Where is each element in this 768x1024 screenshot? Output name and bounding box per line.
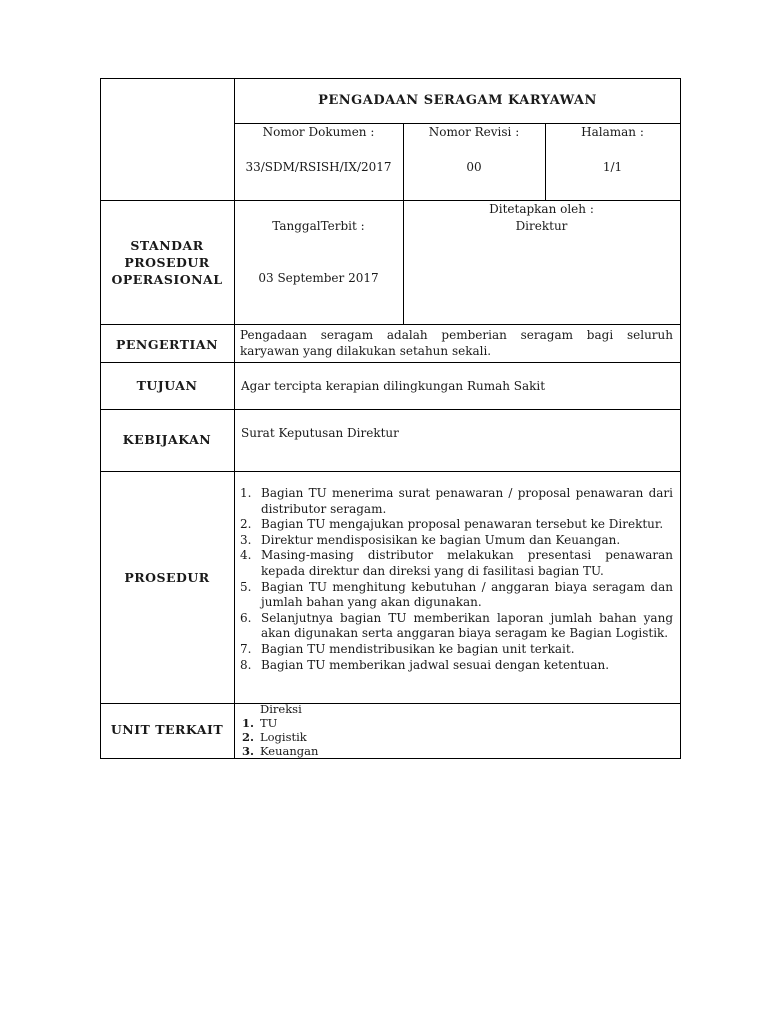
prosedur-label: PROSEDUR: [124, 570, 210, 585]
tujuan-text: Agar tercipta kerapian dilingkungan Rumah Sakit: [241, 379, 546, 393]
table-divider: [100, 471, 681, 472]
pengertian-text: Pengadaan seragam adalah pemberian seragam bagi seluruh karyawan yang dilakukan setahun sekali.: [240, 328, 673, 358]
table-divider: [100, 703, 681, 704]
prosedur-step: 5. Bagian TU menghitung kebutuhan / anggaran biaya seragam dan jumlah bahan yang akan digunakan.: [240, 579, 673, 610]
nomor-dokumen-value: 33/SDM/RSISH/IX/2017: [245, 160, 392, 174]
tanggal-terbit-label: TanggalTerbit :: [272, 219, 365, 233]
prosedur-step: 4. Masing-masing distributor melakukan presentasi penawaran kepada direktur dan direksi yang di fasilitasi bagian TU.: [240, 548, 673, 578]
table-column-divider: [234, 78, 235, 759]
nomor-revisi-label: Nomor Revisi :: [428, 125, 520, 139]
table-divider: [100, 200, 681, 201]
table-divider: [100, 409, 681, 410]
table-border-bottom: [100, 758, 681, 759]
unit-item: Logistik: [260, 730, 307, 744]
sop-label-line3: OPERASIONAL: [111, 272, 223, 287]
kebijakan-text: Surat Keputusan Direktur: [241, 426, 399, 440]
unit-item-number: 1.: [242, 716, 255, 730]
table-border-top: [100, 78, 681, 79]
nomor-dokumen-label: Nomor Dokumen :: [262, 125, 375, 139]
unit-item: Keuangan: [260, 744, 319, 758]
unit-item-number: 2.: [242, 730, 255, 744]
pengertian-label: PENGERTIAN: [116, 337, 218, 352]
tujuan-label: TUJUAN: [136, 378, 198, 393]
ditetapkan-value: Direktur: [515, 219, 568, 233]
table-border-left: [100, 78, 101, 759]
unit-terkait-label: UNIT TERKAIT: [110, 722, 224, 737]
unit-item: TU: [260, 716, 278, 730]
prosedur-step: 8. Bagian TU memberikan jadwal sesuai dengan ketentuan.: [240, 657, 610, 672]
document-title: PENGADAAN SERAGAM KARYAWAN: [318, 93, 597, 108]
nomor-revisi-value: 00: [466, 160, 482, 174]
table-divider: [100, 324, 681, 325]
sop-label-line1: STANDAR: [130, 238, 204, 253]
halaman-label: Halaman :: [581, 125, 644, 139]
prosedur-step: 1. Bagian TU menerima surat penawaran / proposal penawaran dari distributor seragam.: [240, 486, 673, 516]
prosedur-steps: [239, 486, 673, 673]
ditetapkan-label: Ditetapkan oleh :: [489, 202, 594, 216]
prosedur-step: 2. Bagian TU mengajukan proposal penawaran tersebut ke Direktur.: [240, 517, 664, 532]
prosedur-step: 7. Bagian TU mendistribusikan ke bagian unit terkait.: [240, 641, 575, 656]
table-border-right: [680, 78, 681, 759]
unit-item-number: 3.: [242, 744, 255, 758]
halaman-value: 1/1: [602, 160, 623, 174]
table-divider: [100, 362, 681, 363]
prosedur-step: 3. Direktur mendisposisikan ke bagian Umum dan Keuangan.: [240, 532, 621, 547]
unit-terkait-intro: Direksi: [260, 702, 302, 716]
kebijakan-label: KEBIJAKAN: [122, 432, 212, 447]
table-divider: [234, 123, 681, 124]
sop-label-line2: PROSEDUR: [124, 255, 210, 270]
tanggal-terbit-value: 03 September 2017: [258, 271, 379, 285]
prosedur-step: 6. Selanjutnya bagian TU memberikan laporan jumlah bahan yang akan digunakan serta anggaran biaya seragam ke Bagian Logistik.: [240, 610, 673, 641]
